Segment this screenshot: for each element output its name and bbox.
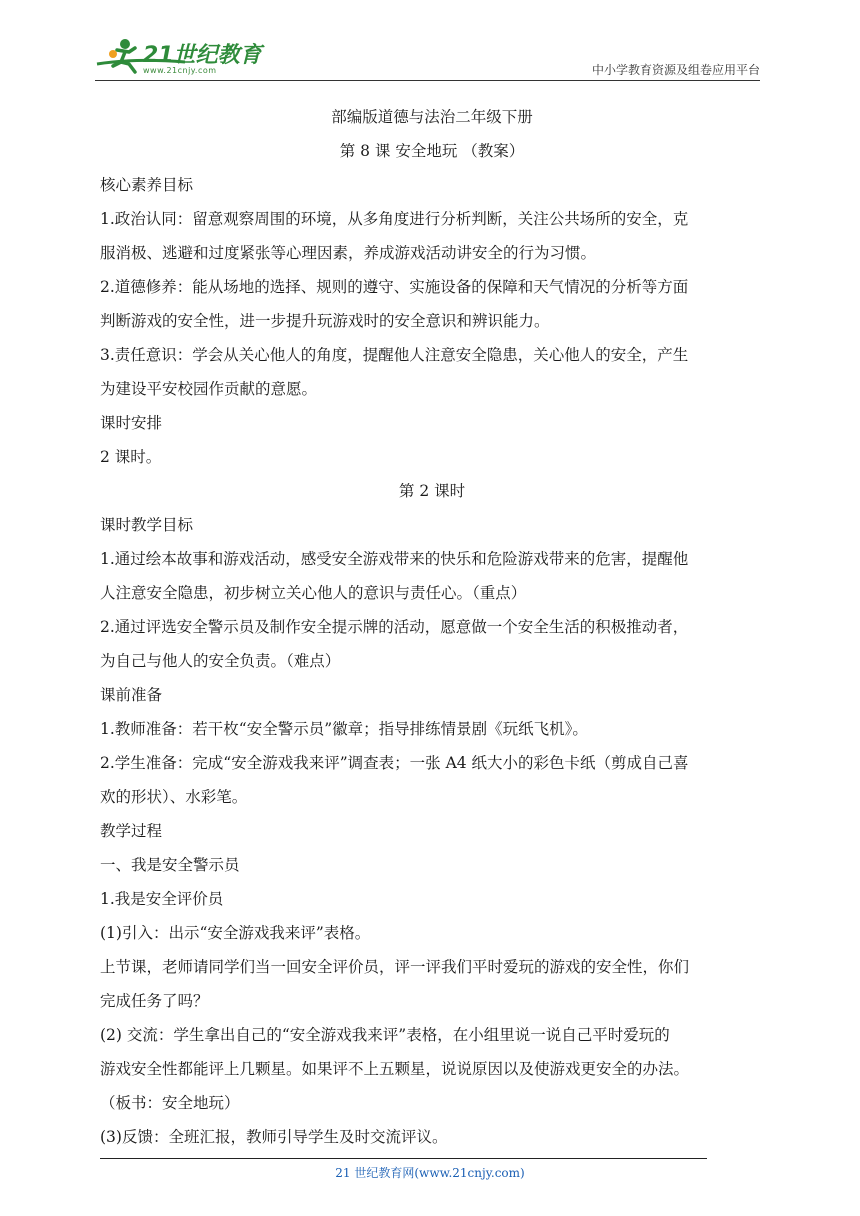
text-line: (1)引入：出示“安全游戏我来评”表格。: [100, 924, 371, 942]
platform-label: 中小学教育资源及组卷应用平台: [591, 63, 760, 77]
text-line: 2.通过评选安全警示员及制作安全提示牌的活动，愿意做一个安全生活的积极推动者，: [100, 618, 689, 636]
text-line: 上节课，老师请同学们当一回安全评价员，评一评我们平时爱玩的游戏的安全性，你们: [100, 958, 690, 976]
text-line: 人注意安全隐患，初步树立关心他人的意识与责任心。（重点）: [100, 584, 527, 602]
text-line: 1.我是安全评价员: [100, 890, 224, 908]
footer-divider: [100, 1158, 707, 1159]
header-divider: [95, 80, 760, 81]
text-line: 第 2 课时: [398, 482, 466, 500]
text-line: （板书：安全地玩）: [100, 1094, 240, 1112]
text-line: 游戏安全性都能评上几颗星。如果评不上五颗星，说说原因以及使游戏更安全的办法。: [100, 1060, 690, 1078]
text-line: 1.政治认同：留意观察周围的环境，从多角度进行分析判断，关注公共场所的安全，克: [100, 210, 689, 228]
text-line: 第 8 课 安全地玩 （教案）: [339, 142, 525, 160]
text-line: 完成任务了吗？: [100, 992, 209, 1010]
logo: [95, 34, 265, 80]
text-line: 教学过程: [100, 822, 163, 840]
document-body: [100, 100, 764, 1154]
text-line: (3)反馈：全班汇报，教师引导学生及时交流评议。: [100, 1128, 448, 1146]
text-line: 欢的形状）、水彩笔。: [100, 788, 248, 806]
text-line: 课前准备: [100, 686, 163, 704]
logo-url: www.21cnjy.com: [143, 66, 217, 75]
text-line: 3.责任意识：学会从关心他人的角度，提醒他人注意安全隐患，关心他人的安全，产生: [100, 346, 689, 364]
text-line: 为建设平安校园作贡献的意愿。: [100, 380, 318, 398]
page-header: [95, 34, 760, 80]
text-line: 部编版道德与法治二年级下册: [331, 108, 533, 126]
text-line: 2 课时。: [100, 448, 162, 466]
text-line: 为自己与他人的安全负责。（难点）: [100, 652, 341, 670]
text-line: 判断游戏的安全性，进一步提升玩游戏时的安全意识和辨识能力。: [100, 312, 550, 330]
text-line: 2.道德修养：能从场地的选择、规则的遵守、实施设备的保障和天气情况的分析等方面: [100, 278, 689, 296]
text-line: 课时安排: [100, 414, 163, 432]
text-line: (2) 交流：学生拿出自己的“安全游戏我来评”表格，在小组里说一说自己平时爱玩的: [100, 1026, 670, 1044]
text-line: 1.教师准备：若干枚“安全警示员”徽章；指导排练情景剧《玩纸飞机》。: [100, 720, 588, 738]
text-line: 一、我是安全警示员: [100, 856, 240, 874]
text-line: 课时教学目标: [100, 516, 194, 534]
text-line: 2.学生准备：完成“安全游戏我来评”调查表；一张 A4 纸大小的彩色卡纸（剪成自己喜: [100, 754, 689, 772]
footer-link[interactable]: 21 世纪教育网(www.21cnjy.com): [335, 1166, 525, 1180]
text-line: 服消极、逃避和过度紧张等心理因素，养成游戏活动讲安全的行为习惯。: [100, 244, 597, 262]
text-line: 核心素养目标: [100, 176, 194, 194]
text-line: 1.通过绘本故事和游戏活动，感受安全游戏带来的快乐和危险游戏带来的危害，提醒他: [100, 550, 689, 568]
logo-text: 21世纪教育: [143, 43, 262, 68]
